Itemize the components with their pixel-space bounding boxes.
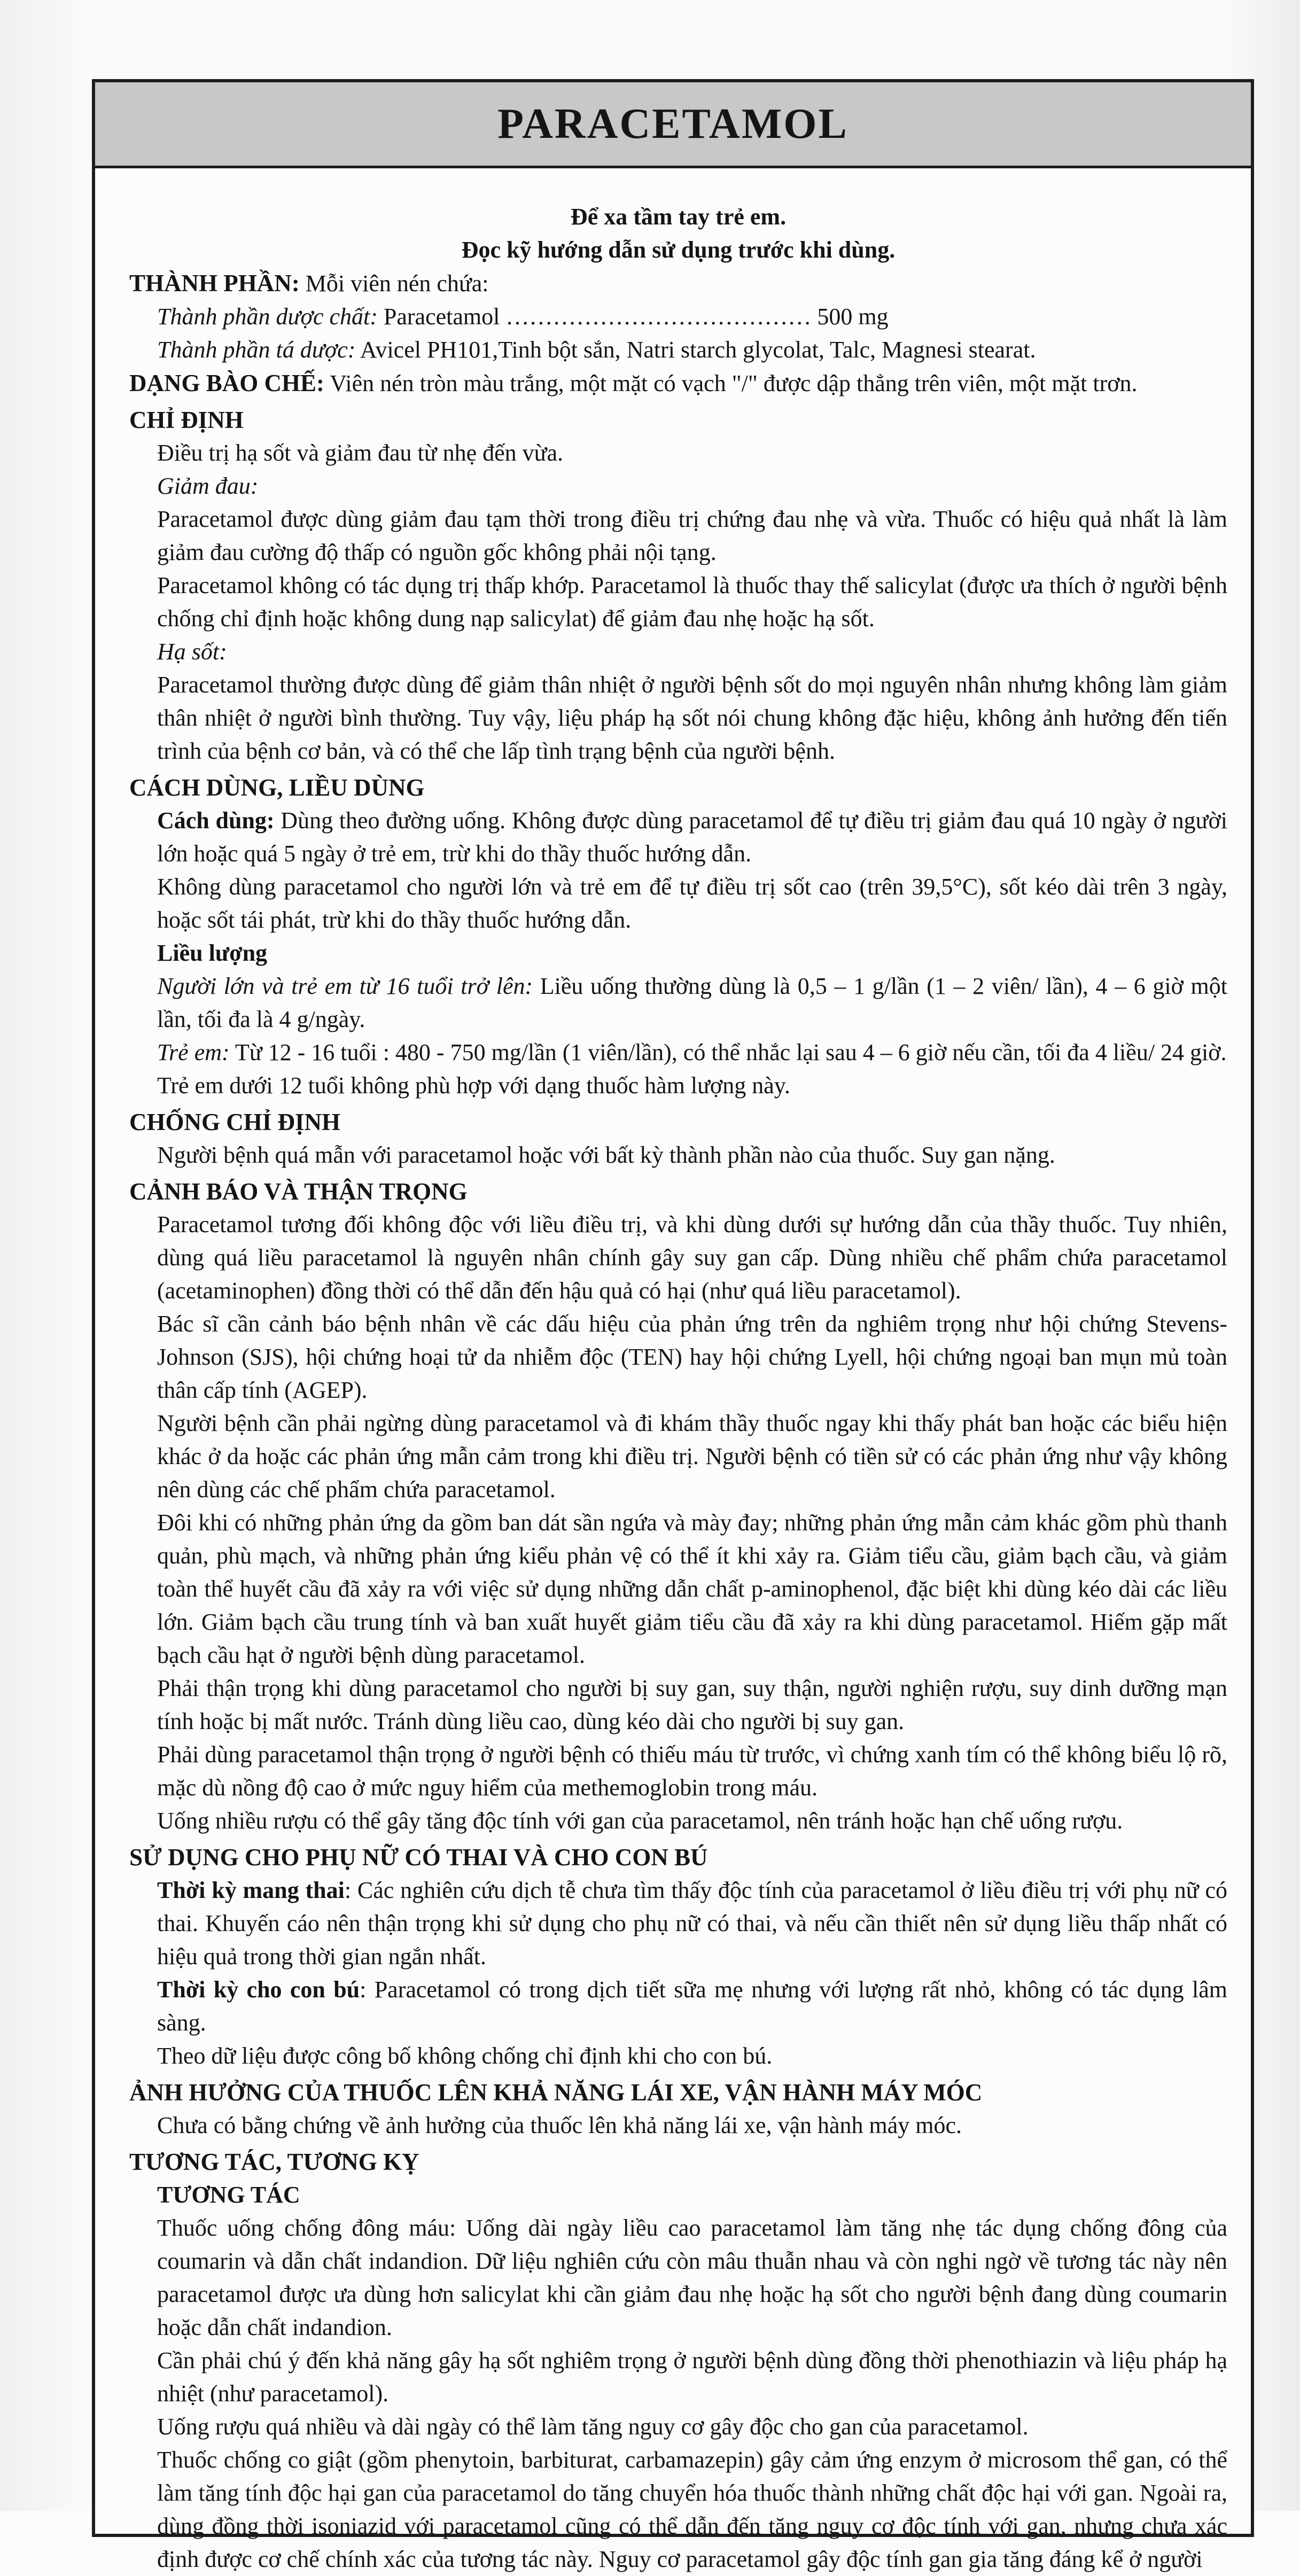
interaction-paragraph: Uống rượu quá nhiều và dài ngày có thể làm tăng nguy cơ gây độc cho gan của paracetamol. [157,2414,1029,2440]
indications-section [129,403,1227,768]
precautions-section [129,1175,1227,1838]
pain-label: Giảm đau: [157,473,259,499]
dosage-form-section [129,367,1227,400]
contraindications-section [129,1106,1227,1172]
precautions-heading: CẢNH BÁO VÀ THẬN TRỌNG [129,1178,468,1205]
under-12-note: Trẻ em dưới 12 tuổi không phù hợp với dạng thuốc hàm lượng này. [157,1072,790,1099]
precaution-paragraph: Uống nhiều rượu có thể gây tăng độc tính với gan của paracetamol, nên tránh hoặc hạn chế uống rượu. [157,1808,1123,1834]
excipient-value: Avicel PH101,Tinh bột sắn, Natri starch glycolat, Talc, Magnesi stearat. [355,337,1036,363]
active-value: Paracetamol ………………………………… 500 mg [377,303,889,330]
adult-text: Liều uống thường dùng là 0,5 – 1 g/lần (1 – 2 viên/ lần), 4 – 6 giờ một lần, tối đa là 4 g/ngày. [157,973,1227,1032]
excipient-label: Thành phần tá dược: [157,337,356,363]
breastfeeding-paragraph-2: Theo dữ liệu được công bố không chống chỉ định khi cho con bú. [157,2043,773,2069]
pain-paragraph-2: Paracetamol không có tác dụng trị thấp khớp. Paracetamol là thuốc thay thế salicylat (được ưa thích ở người bệnh chống chỉ định hoặc không dung nạp salicylat) để giảm đau nhẹ hoặc hạ sốt. [157,572,1227,632]
composition-intro: Mỗi viên nén chứa: [299,270,489,297]
leaflet-content [95,168,1251,2576]
document-title: PARACETAMOL [497,100,848,147]
child-label: Trẻ em: [157,1039,230,1065]
interaction-paragraph: Thuốc uống chống đông máu: Uống dài ngày liều cao paracetamol làm tăng nhẹ tác dụng chống đông của coumarin và dẫn chất indandion. Dữ liệu nghiên cứu còn mâu thuẫn nhau và còn nghi ngờ về tương tác này nên paracetamol được ưa dùng hơn salicylat khi cần giảm đau nhẹ hoặc hạ sốt cho người bệnh đang dùng coumarin hoặc dẫn chất indandion. [157,2215,1227,2340]
interactions-section [129,2145,1227,2576]
precaution-paragraph: Đôi khi có những phản ứng da gồm ban dát sần ngứa và mày đay; những phản ứng mẫn cảm khác gồm phù thanh quản, phù mạch, và những phản ứng kiểu phản vệ có thể ít khi xảy ra. Giảm tiểu cầu, giảm bạch cầu, và giảm toàn thể huyết cầu đã xảy ra với việc sử dụng những dẫn chất p-aminophenol, đặc biệt khi dùng kéo dài các liều lớn. Giảm bạch cầu trung tính và ban xuất huyết giảm tiểu cầu đã xảy ra khi dùng paracetamol. Hiếm gặp mất bạch cầu hạt ở người bệnh dùng paracetamol. [157,1509,1227,1668]
interactions-heading: TƯƠNG TÁC, TƯƠNG KỴ [129,2149,419,2175]
dose-heading: Liều lượng [157,940,268,966]
precaution-paragraph: Paracetamol tương đối không độc với liều điều trị, và khi dùng dưới sự hướng dẫn của thầy thuốc. Tuy nhiên, dùng quá liều paracetamol là nguyên nhân chính gây suy gan cấp. Dùng nhiều chế phẩm chứa paracetamol (acetaminophen) đồng thời có thể dẫn đến hậu quả có hại (như quá liều paracetamol). [157,1211,1227,1304]
dosage-form-heading: DẠNG BÀO CHẾ: [129,370,325,396]
how-paragraph-2: Không dùng paracetamol cho người lớn và trẻ em để tự điều trị sốt cao (trên 39,5°C), sốt kéo dài trên 3 ngày, hoặc sốt tái phát, trừ khi do thầy thuốc hướng dẫn. [157,874,1227,933]
administration-section [129,771,1227,1102]
warning-line-2: Đọc kỹ hướng dẫn sử dụng trước khi dùng. [461,237,896,263]
indications-intro: Điều trị hạ sốt và giảm đau từ nhẹ đến vừa. [157,440,564,466]
how-text: Dùng theo đường uống. Không được dùng paracetamol để tự điều trị giảm đau quá 10 ngày ở người lớn hoặc quá 5 ngày ở trẻ em, trừ khi do thầy thuốc hướng dẫn. [157,807,1228,867]
precaution-paragraph: Phải thận trọng khi dùng paracetamol cho người bị suy gan, suy thận, người nghiện rượu, suy dinh dưỡng mạn tính hoặc bị mất nước. Tránh dùng liều cao, dùng kéo dài cho người bị suy gan. [157,1675,1227,1734]
pregnancy-section [129,1841,1227,2073]
pregnancy-text: : Các nghiên cứu dịch tễ chưa tìm thấy độc tính của paracetamol ở liều điều trị với phụ nữ có thai. Khuyến cáo nên thận trọng khi sử dụng cho phụ nữ có thai, và nếu cần thiết nên sử dụng liều thấp nhất có hiệu quả trong thời gian ngắn nhất. [157,1877,1227,1970]
pregnancy-label: Thời kỳ mang thai [157,1877,345,1903]
child-text: Từ 12 - 16 tuổi : 480 - 750 mg/lần (1 viên/lần), có thể nhắc lại sau 4 – 6 giờ nếu cần, tối đa 4 liều/ 24 giờ. [229,1039,1227,1065]
precaution-paragraph: Người bệnh cần phải ngừng dùng paracetamol và đi khám thầy thuốc ngay khi thấy phát ban hoặc các biểu hiện khác ở da hoặc các phản ứng mẫn cảm trong khi điều trị. Người bệnh có tiền sử có các phản ứng như vậy không nên dùng các chế phẩm chứa paracetamol. [157,1410,1227,1503]
composition-heading: THÀNH PHẦN: [129,270,300,297]
indications-heading: CHỈ ĐỊNH [129,407,244,433]
breastfeeding-text: : Paracetamol có trong dịch tiết sữa mẹ nhưng với lượng rất nhỏ, không có tác dụng lâm sàng. [157,1976,1227,2036]
pregnancy-heading: SỬ DỤNG CHO PHỤ NỮ CÓ THAI VÀ CHO CON BÚ [129,1844,708,1871]
contraindications-text: Người bệnh quá mẫn với paracetamol hoặc với bất kỳ thành phần nào của thuốc. Suy gan nặng. [157,1142,1055,1168]
driving-heading: ẢNH HƯỞNG CỦA THUỐC LÊN KHẢ NĂNG LÁI XE, VẬN HÀNH MÁY MÓC [129,2079,983,2106]
contraindications-heading: CHỐNG CHỈ ĐỊNH [129,1109,341,1135]
precaution-paragraph: Bác sĩ cần cảnh báo bệnh nhân về các dấu hiệu của phản ứng trên da nghiêm trọng như hội chứng Stevens-Johnson (SJS), hội chứng hoại tử da nhiễm độc (TEN) hay hội chứng Lyell, hội chứng ngoại ban mụn mủ toàn thân cấp tính (AGEP). [157,1311,1227,1403]
leaflet-frame [92,79,1254,2572]
how-label: Cách dùng: [157,807,275,834]
warning-line-1: Để xa tầm tay trẻ em. [570,204,787,230]
interaction-paragraph: Cần phải chú ý đến khả năng gây hạ sốt nghiêm trọng ở người bệnh dùng đồng thời phenothiazin và liệu pháp hạ nhiệt (như paracetamol). [157,2347,1227,2407]
precaution-paragraph: Phải dùng paracetamol thận trọng ở người bệnh có thiếu máu từ trước, vì chứng xanh tím có thể không biểu lộ rõ, mặc dù nồng độ cao ở mức nguy hiểm của methemoglobin trong máu. [157,1741,1227,1801]
interactions-subheading: TƯƠNG TÁC [157,2182,300,2208]
breastfeeding-label: Thời kỳ cho con bú [157,1976,360,2003]
title-bar [95,82,1251,168]
driving-section [129,2076,1227,2142]
composition-section [129,267,1227,367]
fever-label: Hạ sốt: [157,639,227,665]
administration-heading: CÁCH DÙNG, LIỀU DÙNG [129,774,425,801]
dosage-form-text: Viên nén tròn màu trắng, một mặt có vạch "/" được dập thẳng trên viên, một mặt trơn. [324,370,1138,396]
active-label: Thành phần dược chất: [157,303,378,330]
adult-label: Người lớn và trẻ em từ 16 tuổi trở lên: [157,973,533,999]
pain-paragraph-1: Paracetamol được dùng giảm đau tạm thời trong điều trị chứng đau nhẹ và vừa. Thuốc có hiệu quả nhất là làm giảm đau cường độ thấp có nguồn gốc không phải nội tạng. [157,506,1227,565]
driving-text: Chưa có bằng chứng về ảnh hưởng của thuốc lên khả năng lái xe, vận hành máy móc. [157,2112,962,2138]
fever-paragraph: Paracetamol thường được dùng để giảm thân nhiệt ở người bệnh sốt do mọi nguyên nhân nhưng không làm giảm thân nhiệt ở người bình thường. Tuy vậy, liệu pháp hạ sốt nói chung không đặc hiệu, không ảnh hưởng đến tiến trình của bệnh cơ bản, và có thể che lấp tình trạng bệnh của người bệnh. [157,672,1227,764]
interaction-paragraph: Thuốc chống co giật (gồm phenytoin, barbiturat, carbamazepin) gây cảm ứng enzym ở microsom thể gan, có thể làm tăng tính độc hại gan của paracetamol do tăng chuyển hóa thuốc thành những chất độc hại với gan. Ngoài ra, dùng đồng thời isoniazid với paracetamol cũng có thể dẫn đến tăng nguy cơ độc tính với gan, nhưng chưa xác định được cơ chế chính xác của tương tác này. Nguy cơ paracetamol gây độc tính gan gia tăng đáng kể ở người [157,2447,1227,2572]
